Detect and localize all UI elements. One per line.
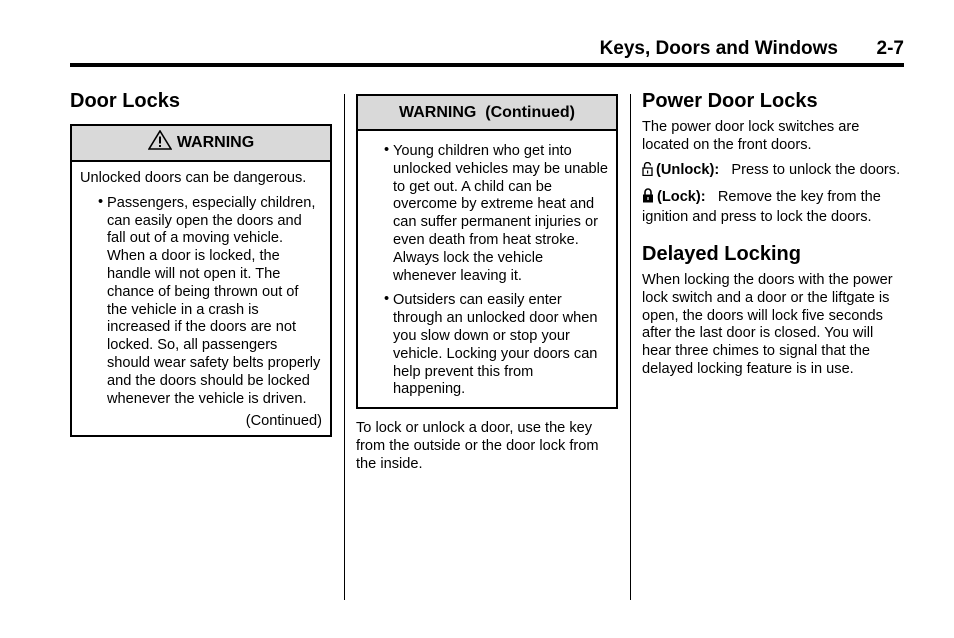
header-rule <box>70 63 904 67</box>
lock-icon <box>642 188 654 209</box>
delayed-locking-heading: Delayed Locking <box>642 242 801 265</box>
bullet: • <box>384 291 390 308</box>
door-locks-heading: Door Locks <box>70 90 181 112</box>
warning-title: WARNING <box>176 134 255 151</box>
warning-list <box>366 143 608 399</box>
warning-body <box>358 131 616 407</box>
delayed-locking-text: When locking the doors with the power lock switch and a door or the liftgate is open, the doors will lock five seconds after the last door is closed. You will hear three chimes to signal that the delayed locking feature is in use. <box>642 271 893 377</box>
section-title: Keys, Doors and Windows <box>599 38 838 59</box>
warning-header <box>358 96 616 131</box>
list-item <box>80 195 322 409</box>
unlock-description <box>642 162 904 182</box>
page-number: 2-7 <box>876 38 904 59</box>
continued-note: (Continued) <box>245 413 322 430</box>
power-door-locks-heading: Power Door Locks <box>642 90 818 112</box>
warning-list <box>80 195 322 409</box>
warning-title: WARNING (Continued) <box>399 104 575 121</box>
lock-label: (Lock): <box>657 189 706 206</box>
page-header <box>70 38 904 62</box>
warning-box-continued <box>356 94 618 409</box>
warning-box <box>70 124 332 437</box>
column-2 <box>356 94 618 474</box>
lock-instructions: To lock or unlock a door, use the key from the outside or the door lock from the inside. <box>356 420 599 472</box>
unlock-icon <box>642 162 653 182</box>
warning-header <box>72 126 330 162</box>
power-locks-intro: The power door lock switches are located on the front doors. <box>642 119 860 153</box>
warning-body <box>72 162 330 435</box>
warning-triangle-icon <box>148 129 172 163</box>
list-item-text: Outsiders can easily enter through an unlocked door when you slow down or stop your vehicle. Locking your doors can help prevent this from happening. <box>393 292 598 398</box>
unlock-label: (Unlock): <box>656 161 720 178</box>
warning-intro: Unlocked doors can be dangerous. <box>80 170 307 186</box>
column-divider <box>344 94 345 600</box>
list-item <box>366 143 608 285</box>
bullet: • <box>384 142 390 158</box>
bullet: • <box>98 193 104 210</box>
list-item-text: Passengers, especially children, can easily open the doors and fall out of a moving vehicle. When a door is locked, the handle will not open it. The chance of being thrown out of the vehicle in a crash is increased if the doors are not locked. So, all passengers should wear safety belts properly and the doors should be locked whenever the vehicle is driven. <box>107 194 321 407</box>
unlock-text: Press to unlock the doors. <box>731 161 901 178</box>
list-item-text: Young children who get into unlocked vehicles may be unable to get out. A child can be overcome by extreme heat and can suffer permanent injuries or even death from heat stroke. Always lock the vehicle whenever leaving it. <box>393 143 608 284</box>
lock-description <box>642 188 904 227</box>
column-divider <box>630 94 631 600</box>
column-3 <box>642 88 904 379</box>
list-item <box>366 292 608 399</box>
column-1 <box>70 88 332 437</box>
lock-text: Remove the key from the ignition and press to lock the doors. <box>642 189 881 226</box>
